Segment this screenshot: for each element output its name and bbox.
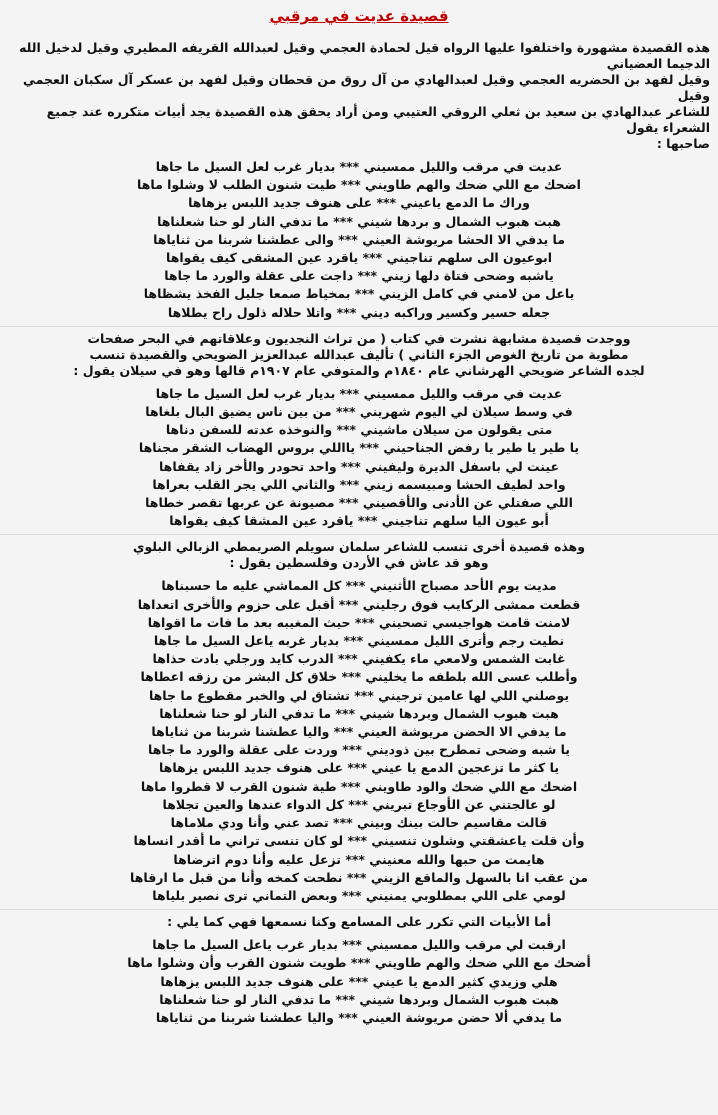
verse-line: وراك ما الدمع ياعيني *** على هنوف جديد اللبس يزهاها bbox=[188, 195, 530, 211]
verse-line: ما يدفي الا الحشا مريوشة العيني *** والى عطشنا شربنا من ثناياها bbox=[153, 231, 565, 247]
verse-line: غابت الشمس ولامعي ماء يكفيني *** الدرب كايد ورجلي بادت حذاها bbox=[152, 651, 566, 667]
verse-line: أضحك مع اللي ضحك والهم طاويني *** طويت شنون القرب وأن وشلوا ماها bbox=[127, 955, 591, 971]
verse-line: ما يدفي الا الحضن مريوشة العيني *** واليا عطشنا شربنا من ثناياها bbox=[151, 724, 567, 740]
verse-line: نطيت رجم وأترى الليل ممسيني *** بديار غربه ياعل السيل ما جاها bbox=[153, 633, 565, 649]
verse-line: أبو عيون اليا سلهم تناجيني *** ياقرد عين المشقا كيف يقواها bbox=[169, 513, 549, 529]
verse-line: هايمت من حبها والله معنيني *** تزعل عليه وأنا دوم اترضاها bbox=[173, 851, 545, 867]
verse-line: في وسط سيلان لي اليوم شهريني *** من بين ناس يضيق البال بلغاها bbox=[145, 404, 573, 420]
verse-line: من عقب انا بالسهل والماقع الزيني *** نطحت كمخه وأنا من قبل ما ارقاها bbox=[130, 869, 588, 885]
divider bbox=[0, 326, 718, 327]
verse-line: وأطلب عسى الله بلطفه ما يخليني *** خلاق كل البشر من رزقه اعطاها bbox=[140, 669, 578, 685]
verse-line: قطعت ممشى الركايب فوق رجليني *** أقبل على حزوم والأخرى اتعداها bbox=[137, 596, 581, 612]
verses-block-2 bbox=[0, 385, 718, 531]
verses-block-1 bbox=[0, 158, 718, 322]
verse-line: مديت يوم الأحد مصباح الأثنيني *** كل المماشي عليه ما حسبناها bbox=[161, 578, 557, 594]
verse-line: يا طير يا طير يا رفض الجناحيني *** يااللي بروس الهضاب الشقر مجناها bbox=[138, 440, 580, 456]
verse-line: يا كثر ما تزعجين الدمع يا عيني *** على هنوف جديد اللبس يزهاها bbox=[158, 760, 560, 776]
verse-line: اضحك مع اللي ضحك والهم طاويني *** طيت شنون الطلب لا وشلوا ماها bbox=[137, 177, 581, 193]
verse-line: ابوعيون الى سلهم تناجيني *** ياقرد عين المشقى كيف يقواها bbox=[166, 250, 552, 266]
verse-line: لو عالجتني عن الأوجاع تبريني *** كل الدواء عندها والعين تجلاها bbox=[162, 796, 556, 812]
verse-line: واحد لطيف الحشا ومبيسمه زيني *** والثاني اللي يجر القلب بعراها bbox=[152, 476, 566, 492]
verse-line: يا شبه وضحى تمطرح بين ذوديني *** وردت على عقلة والورد ما جاها bbox=[148, 742, 570, 758]
verse-line: اللي صفتلي عن الأدنى والأقصيني *** مصيونة عن عربها تقصر خطاها bbox=[145, 495, 573, 511]
verse-line: لامنت قامت هواجيسي تصحيني *** حيث المغيبه بعد ما فات ما اقواها bbox=[147, 614, 571, 630]
verse-line: هبت هبوب الشمال وبردها شيني *** ما تدفي النار لو حنا شعلناها bbox=[159, 991, 559, 1007]
intro-paragraph: هذه القصيدة مشهورة واختلفوا عليها الرواه قيل لحمادة العجمي وقيل لعبدالله القريفه المطيري وقيل لدخيل الله الدجيما العضياني وقيل لفهد بن الحضريه العجمي وقيل لعبدالهادي من آل روق من قحطان وقيل لفهد بن عسكر آل سكبان العجمي وقيل للشاعر عبدالهادي بن سعيد بن ثعلي الروقي العتيبي ومن أراد يحقق هذه القصيدة يجد أبيات متكرره عند جميع الشعراء يقول صاحبها : bbox=[19, 40, 710, 151]
verse-line: عديت في مرقب والليل ممسيني *** بديار غرب لعل السيل ما جاها bbox=[155, 159, 563, 174]
verse-line: هلي وزيدي كثير الدمع يا عيني *** على هنوف جديد اللبس يزهاها bbox=[160, 973, 558, 989]
verse-line: هبت هبوب الشمال و بردها شيني *** ما تدفي النار لو حنا شعلناها bbox=[157, 213, 561, 229]
verse-line: عينت لي باسفل الديرة وليفيني *** واحد تحودر والأخر زاد يقفاها bbox=[158, 458, 560, 474]
section-4-intro: أما الأبيات التي تكرر على المسامع وكنا نسمعها فهي كما يلي : bbox=[167, 914, 551, 930]
verse-line: اضحك مع اللي ضحك والود طاويني *** طية شنون القرب لا قطروا ماها bbox=[140, 778, 578, 794]
verse-line: قالت مقاسيم حالت بينك وبيني *** تصد عني وأنا ودي ملاماها bbox=[170, 815, 548, 831]
divider bbox=[0, 909, 718, 910]
verse-line: لومي على اللي بمطلوبي يمنيني *** وبعض التماني ترى نصير بلياها bbox=[152, 887, 566, 903]
verse-line: هبت هبوب الشمال وبردها شيني *** ما تدفي النار لو حنا شعلناها bbox=[159, 705, 559, 721]
divider bbox=[0, 534, 718, 535]
section-2-intro: ووجدت قصيدة مشابهة نشرت في كتاب ( من تراث النجديون وعلاقاتهم في البحر صفحات مطوية من تاريخ الغوص الجزء الثاني ) تأليف عبدالله عبدالعزيز الضويحي والقصيدة تنسب لجده الشاعر ضويحي الهرشاني عام ١٨٤٠م والمتوفي عام ١٩٠٧م قالها وهو في سيلان يقول : bbox=[73, 330, 645, 378]
verse-line: ارقبت لي مرقب والليل ممسيني *** بديار غرب ياعل السيل ما جاها bbox=[152, 937, 566, 953]
verses-block-3 bbox=[0, 577, 718, 905]
poem-title: قصيدة عديت في مرقبي bbox=[269, 7, 449, 25]
verse-line: ياعل من لامني في كامل الزيني *** بمخياط صمعا جليل الفخذ يشظاها bbox=[143, 286, 575, 302]
section-3-intro: وهذه قصيدة أخرى تنسب للشاعر سلمان سويلم الصريمطي الزبالي البلوي وهو قد عاش في الأردن وفلسطين يقول : bbox=[133, 539, 585, 571]
verses-block-4 bbox=[0, 936, 718, 1027]
verse-line: ياشبه وضحى فتاة دلها زيني *** داجت على عقلة والورد ما جاها bbox=[164, 268, 554, 284]
verse-line: عديت في مرقب والليل ممسيني *** بديار غرب لعل السيل ما جاها bbox=[155, 385, 563, 401]
verse-line: يوصلني اللي لها عامين ترجيني *** تشتاق لي والخبر مقطوع ما جاها bbox=[148, 687, 570, 703]
verse-line: وأن قلت ياعشقتي وشلون تنسيني *** لو كان تنسى تراني ما أقدر انساها bbox=[133, 833, 585, 849]
verse-line: جعله حسير وكسير وراكبه ديني *** واتلا حلاله ذلول راح يطلاها bbox=[167, 304, 551, 320]
verse-line: ما يدفي ألا حضن مريوشة العيني *** واليا عطشنا شربنا من ثناياها bbox=[155, 1009, 563, 1025]
verse-line: متى يقولون من سيلان ماشيني *** والنوخذه عدته للسفن دناها bbox=[165, 422, 553, 438]
